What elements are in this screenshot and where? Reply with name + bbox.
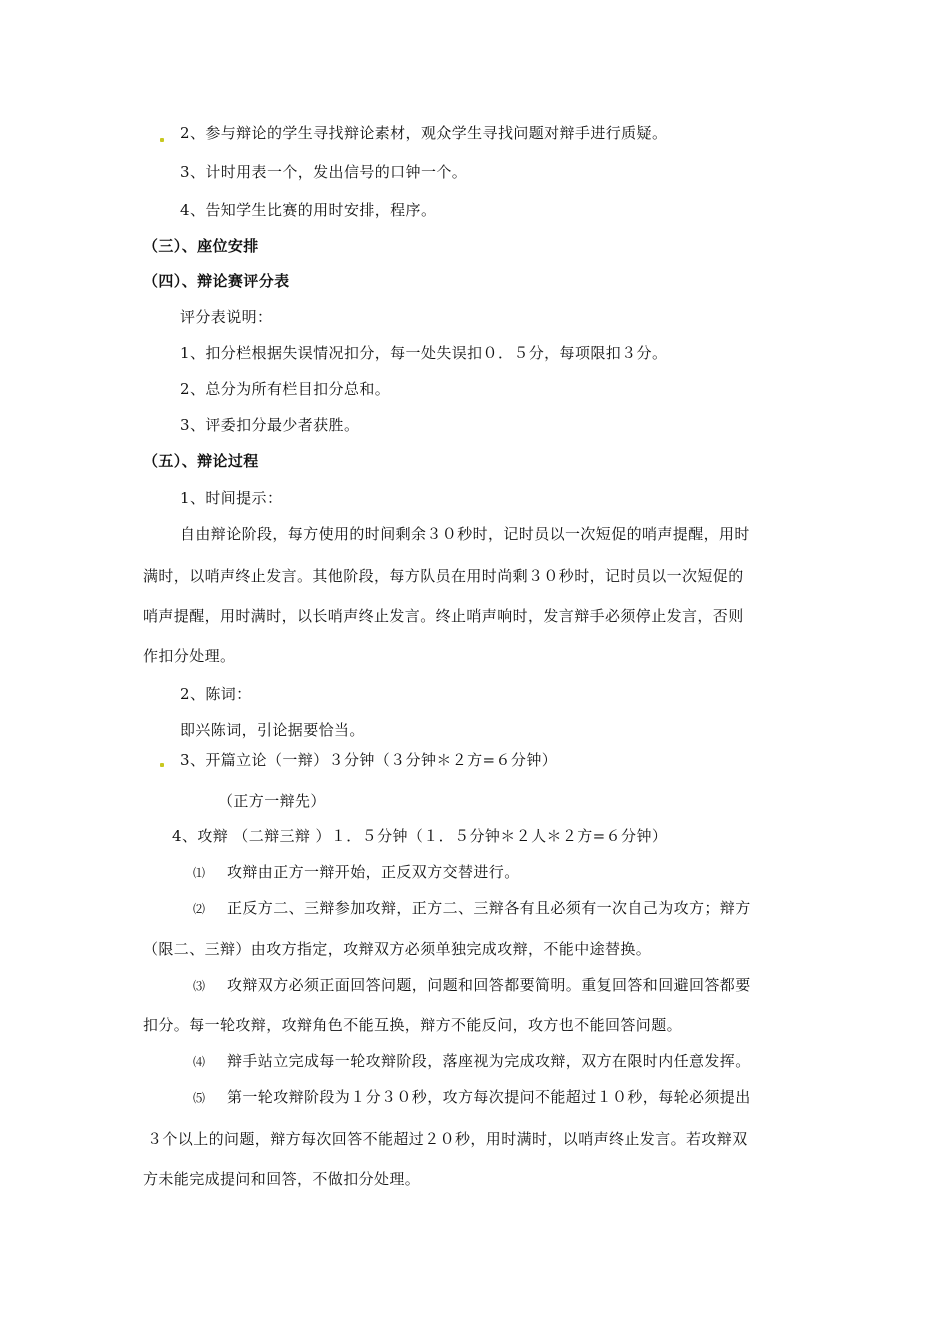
list-text-1: 攻辩由正方一辩开始，正反双方交替进行。 xyxy=(227,863,520,881)
text-line-opening-note: （正方一辩先） xyxy=(218,792,326,810)
list-text-4: 辩手站立完成每一轮攻辩阶段，落座视为完成攻辩，双方在限时内任意发挥。 xyxy=(227,1052,751,1070)
text-line-time-hint: 1、时间提示： xyxy=(180,489,283,507)
text-line-prep-2: 2、参与辩论的学生寻找辩论素材，观众学生寻找问题对辩手进行质疑。 xyxy=(180,124,668,142)
text-line-statement-detail: 即兴陈词，引论据要恰当。 xyxy=(180,721,365,739)
text-line-score-3: 3、评委扣分最少者获胜。 xyxy=(180,416,360,434)
text-line-score-intro: 评分表说明： xyxy=(180,308,273,326)
heading-process: （五）、辩论过程 xyxy=(143,452,259,470)
text-line-score-2: 2、总分为所有栏目扣分总和。 xyxy=(180,380,391,398)
margin-marker-2 xyxy=(160,763,164,767)
heading-seating: （三）、座位安排 xyxy=(143,237,259,255)
text-line-score-1: 1、扣分栏根据失误情况扣分，每一处失误扣０．５分，每项限扣３分。 xyxy=(180,344,668,362)
list-item-1 xyxy=(193,862,520,883)
list-item-3 xyxy=(193,975,751,996)
heading-score-sheet: （四）、辩论赛评分表 xyxy=(143,272,290,290)
list-item-5-continuation-2: 方未能完成提问和回答，不做扣分处理。 xyxy=(143,1170,421,1188)
paragraph-line-4: 作扣分处理。 xyxy=(143,647,236,665)
text-line-opening: 3、开篇立论（一辩）３分钟（３分钟＊２方=６分钟） xyxy=(180,751,558,769)
paragraph-line-1: 自由辩论阶段，每方使用的时间剩余３０秒时，记时员以一次短促的哨声提醒，用时 xyxy=(180,525,750,543)
list-item-4 xyxy=(193,1051,751,1072)
list-number-1: ⑴ xyxy=(193,866,206,880)
list-item-5-continuation-1: ３个以上的问题，辩方每次回答不能超过２０秒，用时满时，以哨声终止发言。若攻辩双 xyxy=(147,1130,748,1148)
text-line-statement: 2、陈词： xyxy=(180,685,252,703)
paragraph-line-2: 满时，以哨声终止发言。其他阶段，每方队员在用时尚剩３０秒时，记时员以一次短促的 xyxy=(143,567,744,585)
text-line-prep-3: 3、计时用表一个，发出信号的口钟一个。 xyxy=(180,163,468,181)
list-number-4: ⑷ xyxy=(193,1055,206,1069)
paragraph-line-3: 哨声提醒，用时满时，以长哨声终止发言。终止哨声响时，发言辩手必须停止发言，否则 xyxy=(143,607,744,625)
list-item-2 xyxy=(193,898,751,919)
list-text-5a: 第一轮攻辩阶段为１分３０秒，攻方每次提问不能超过１０秒，每轮必须提出 xyxy=(227,1088,751,1106)
list-item-2-continuation: （限二、三辩）由攻方指定，攻辩双方必须单独完成攻辩，不能中途替换。 xyxy=(143,940,652,958)
list-item-3-continuation: 扣分。每一轮攻辩，攻辩角色不能互换，辩方不能反问，攻方也不能回答问题。 xyxy=(143,1016,683,1034)
list-text-3a: 攻辩双方必须正面回答问题，问题和回答都要简明。重复回答和回避回答都要 xyxy=(227,976,751,994)
list-text-2a: 正反方二、三辩参加攻辩，正方二、三辩各有且必须有一次自己为攻方；辩方 xyxy=(227,899,751,917)
list-item-5 xyxy=(193,1087,751,1108)
list-number-2: ⑵ xyxy=(193,902,206,916)
text-line-cross-exam: 4、攻辩 （二辩三辩 ）１．５分钟（１．５分钟＊２人＊２方=６分钟） xyxy=(172,827,668,845)
list-number-5: ⑸ xyxy=(193,1091,206,1105)
margin-marker-1 xyxy=(160,138,164,142)
list-number-3: ⑶ xyxy=(193,979,206,993)
text-line-prep-4: 4、告知学生比赛的用时安排，程序。 xyxy=(180,201,437,219)
